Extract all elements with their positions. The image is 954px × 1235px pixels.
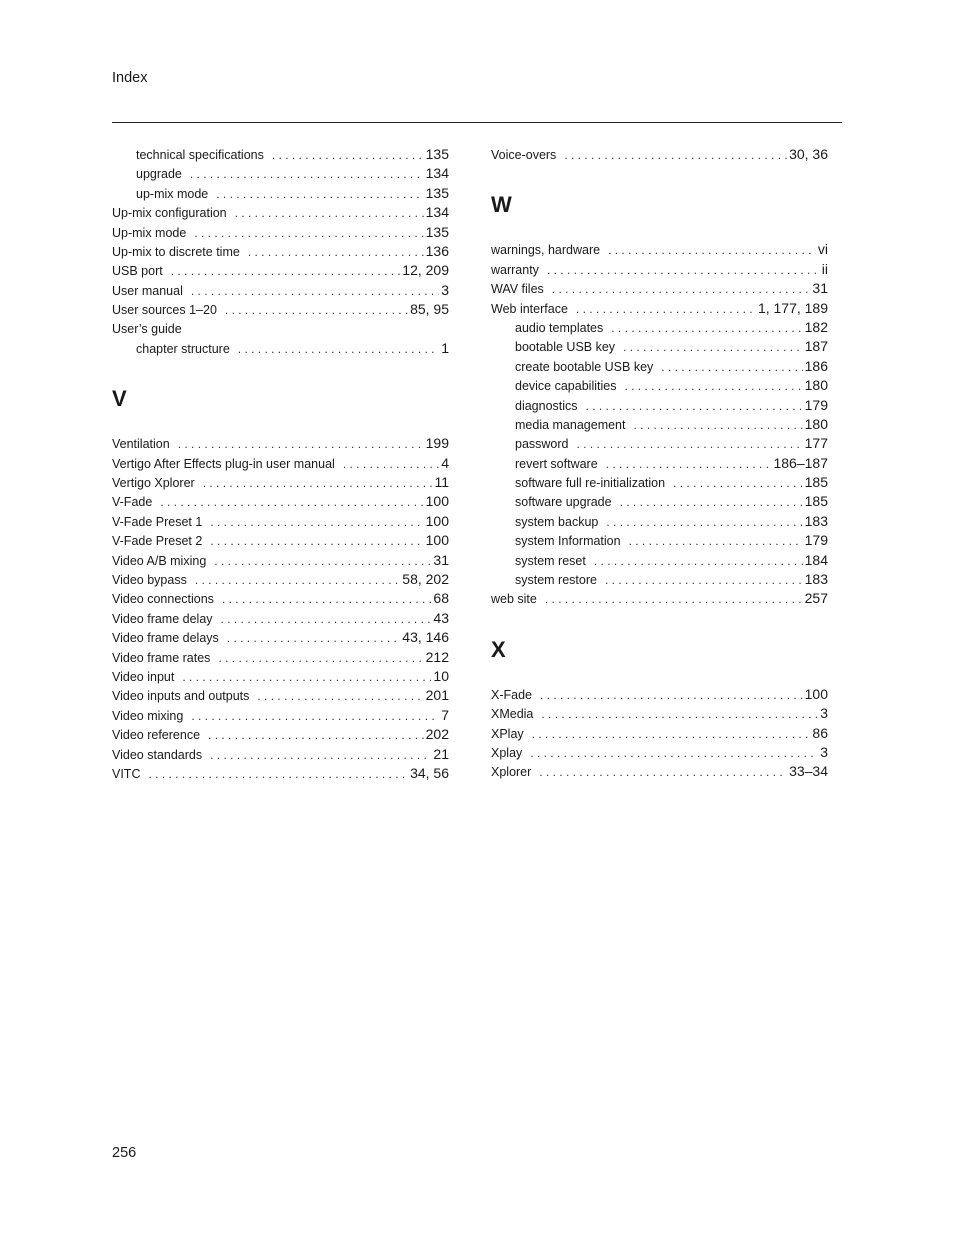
index-page-refs: 68 (433, 590, 449, 607)
index-term: Vertigo After Effects plug-in user manual (112, 456, 335, 471)
index-entry (491, 434, 828, 453)
index-term: Video reference (112, 728, 201, 743)
index-term: media management (515, 417, 626, 432)
dot-leader (218, 649, 423, 668)
index-page-refs: 186 (804, 357, 828, 374)
index-page-refs: 180 (804, 415, 828, 432)
dot-leader (620, 493, 803, 512)
dot-leader (532, 725, 811, 744)
dot-leader (221, 610, 432, 629)
index-page-refs: ii (821, 260, 828, 277)
dot-leader (238, 340, 439, 359)
index-term: Up-mix configuration (112, 206, 227, 221)
dot-leader (629, 532, 803, 551)
index-entry (491, 376, 828, 395)
index-term: Video connections (112, 592, 214, 607)
index-entry (112, 706, 449, 725)
index-entry (112, 434, 449, 453)
index-term: User manual (112, 283, 183, 298)
dot-leader (191, 707, 439, 726)
index-page-refs: vi (817, 241, 828, 258)
index-term: Up-mix mode (112, 225, 187, 240)
dot-leader (210, 746, 431, 765)
index-term: Video standards (112, 747, 203, 762)
index-entry (112, 454, 449, 473)
index-term: Xplorer (491, 765, 532, 780)
index-entry (112, 686, 449, 705)
index-term: User’s guide (112, 321, 182, 336)
index-entry (112, 609, 449, 628)
index-page-refs: 135 (425, 184, 449, 201)
index-term: software full re-initialization (515, 476, 666, 491)
index-page-refs: 183 (804, 571, 828, 588)
index-entry (491, 589, 828, 608)
index-entry (112, 223, 449, 242)
dot-leader (530, 744, 818, 763)
index-page-refs: 201 (425, 687, 449, 704)
dot-leader (576, 300, 756, 319)
index-page-refs: 1, 177, 189 (757, 299, 828, 316)
index-page-refs: 100 (425, 493, 449, 510)
entry-group (491, 240, 828, 608)
dot-leader (611, 319, 802, 338)
index-page-refs: 12, 209 (402, 262, 449, 279)
index-entry (491, 704, 828, 723)
index-entry (112, 473, 449, 492)
dot-leader (216, 185, 423, 204)
index-entry (112, 512, 449, 531)
index-term: V-Fade (112, 495, 153, 510)
index-page-refs: 185 (804, 474, 828, 491)
index-page-refs: 30, 36 (789, 146, 828, 162)
index-entry (112, 570, 449, 589)
section-letter-x: X (491, 636, 506, 662)
dot-leader (343, 455, 439, 474)
index-term: system reset (515, 553, 586, 568)
dot-leader (195, 571, 400, 590)
index-term: Video inputs and outputs (112, 689, 250, 704)
index-term: Video frame delay (112, 611, 213, 626)
index-entry (491, 318, 828, 337)
index-term: USB port (112, 264, 163, 279)
dot-leader (160, 493, 423, 512)
section-letter-w: W (491, 192, 512, 218)
index-entry (112, 320, 449, 339)
dot-leader (541, 705, 818, 724)
index-page-refs: 183 (804, 512, 828, 529)
index-entry (112, 164, 449, 183)
index-term: revert software (515, 456, 598, 471)
index-term: Xplay (491, 745, 523, 760)
index-term: bootable USB key (515, 340, 616, 355)
index-entry (491, 473, 828, 492)
index-page-refs: 187 (804, 338, 828, 355)
index-term: Video mixing (112, 708, 184, 723)
index-page-refs: 1 (441, 339, 449, 356)
index-page-refs: 4 (441, 454, 449, 471)
dot-leader (577, 435, 803, 454)
index-entry (112, 300, 449, 319)
dot-leader (552, 280, 811, 299)
index-term: Video frame delays (112, 631, 219, 646)
index-page-refs: 179 (804, 396, 828, 413)
dot-leader (208, 726, 424, 745)
index-term: Up-mix to discrete time (112, 244, 240, 259)
dot-leader (545, 590, 803, 609)
index-entry (112, 531, 449, 550)
dot-leader (191, 282, 439, 301)
index-page-refs: 43 (433, 609, 449, 626)
index-entry (112, 242, 449, 261)
index-entry (491, 415, 828, 434)
dot-leader (624, 377, 802, 396)
index-entry (491, 724, 828, 743)
index-entry (491, 762, 828, 781)
index-page-refs: 134 (425, 204, 449, 221)
index-page-refs: 135 (425, 146, 449, 162)
index-entry (112, 145, 449, 164)
index-page-refs: 180 (804, 377, 828, 394)
dot-leader (547, 261, 820, 280)
index-term: Ventilation (112, 437, 170, 452)
index-page-refs: 100 (425, 532, 449, 549)
index-entry (112, 203, 449, 222)
index-term: X-Fade (491, 687, 532, 702)
index-page-refs: 100 (425, 512, 449, 529)
dot-leader (222, 590, 431, 609)
dot-leader (673, 474, 803, 493)
index-page-refs: 7 (441, 706, 449, 723)
index-term: Vertigo Xplorer (112, 476, 195, 491)
index-term: WAV files (491, 282, 544, 297)
index-term: up-mix mode (136, 186, 209, 201)
dot-leader (248, 243, 424, 262)
index-term: XPlay (491, 726, 524, 741)
index-term: VITC (112, 766, 141, 781)
dot-leader (272, 146, 424, 165)
index-entry (112, 589, 449, 608)
index-page-refs: 85, 95 (410, 301, 449, 318)
index-entry (112, 492, 449, 511)
index-term: software upgrade (515, 495, 612, 510)
index-term: Voice-overs (491, 148, 557, 162)
dot-leader (540, 686, 803, 705)
index-term: system Information (515, 534, 621, 549)
index-entry (112, 648, 449, 667)
index-entry (491, 279, 828, 298)
entry-group (491, 145, 828, 164)
index-page-refs: 136 (425, 242, 449, 259)
dot-leader (148, 765, 408, 784)
index-term: system backup (515, 514, 599, 529)
index-entry (112, 745, 449, 764)
index-column-left (112, 145, 449, 783)
dot-leader (178, 435, 424, 454)
index-entry (112, 551, 449, 570)
index-term: V-Fade Preset 2 (112, 534, 203, 549)
index-entry (491, 454, 828, 473)
index-page-refs: 184 (804, 551, 828, 568)
index-page-refs: 3 (820, 743, 828, 760)
dot-leader (661, 358, 802, 377)
index-term: warranty (491, 262, 539, 277)
index-page-refs: 3 (820, 705, 828, 722)
index-entry (112, 261, 449, 280)
index-entry (491, 145, 828, 164)
index-term: technical specifications (136, 148, 264, 162)
dot-leader (194, 224, 423, 243)
dot-leader (214, 552, 431, 571)
index-entry (491, 260, 828, 279)
index-page-refs: 186–187 (773, 454, 828, 471)
index-entry (112, 628, 449, 647)
index-page-refs: 3 (441, 281, 449, 298)
index-term: Video bypass (112, 573, 187, 588)
dot-leader (594, 552, 803, 571)
dot-leader (633, 416, 802, 435)
index-entry (491, 357, 828, 376)
dot-leader (225, 301, 408, 320)
index-entry (491, 685, 828, 704)
index-page-refs: 179 (804, 532, 828, 549)
dot-leader (210, 513, 423, 532)
dot-leader (171, 262, 401, 281)
index-entry (491, 551, 828, 570)
index-page-refs: 134 (425, 165, 449, 182)
index-term: system restore (515, 573, 597, 588)
index-term: Video frame rates (112, 650, 211, 665)
dot-leader (539, 763, 787, 782)
dot-leader (257, 687, 423, 706)
dot-leader (210, 532, 423, 551)
entry-group (491, 685, 828, 782)
index-term: upgrade (136, 167, 182, 182)
dot-leader (608, 241, 816, 260)
index-term: password (515, 437, 569, 452)
index-page-refs: 11 (434, 474, 449, 491)
dot-leader (203, 474, 433, 493)
header-divider (112, 122, 842, 123)
entry-group (112, 145, 449, 358)
index-page-refs: 135 (425, 223, 449, 240)
dot-leader (182, 668, 431, 687)
index-entry (491, 570, 828, 589)
dot-leader (586, 397, 803, 416)
index-term: create bootable USB key (515, 359, 654, 374)
index-page-refs: 33–34 (789, 763, 828, 780)
index-page-refs: 202 (425, 726, 449, 743)
index-page-refs: 257 (804, 590, 828, 607)
index-page-refs: 34, 56 (410, 764, 449, 781)
index-term: XMedia (491, 707, 534, 722)
index-term: device capabilities (515, 379, 617, 394)
index-page-refs: 199 (425, 435, 449, 452)
index-entry (112, 184, 449, 203)
index-entry (112, 667, 449, 686)
index-entry (491, 492, 828, 511)
index-page-refs: 58, 202 (402, 571, 449, 588)
dot-leader (235, 204, 424, 223)
dot-leader (606, 513, 802, 532)
index-page-refs: 43, 146 (402, 629, 449, 646)
index-page-refs: 31 (433, 551, 449, 568)
index-page-refs: 21 (433, 745, 449, 762)
index-term: User sources 1–20 (112, 303, 217, 318)
dot-leader (605, 571, 803, 590)
index-entry (112, 725, 449, 744)
index-page-refs: 185 (804, 493, 828, 510)
index-term: V-Fade Preset 1 (112, 514, 203, 529)
index-term: audio templates (515, 320, 604, 335)
index-term: Web interface (491, 301, 568, 316)
index-entry (491, 512, 828, 531)
page-number: 256 (112, 1145, 137, 1161)
index-entry (112, 281, 449, 300)
dot-leader (190, 165, 424, 184)
index-page-refs: 31 (812, 280, 828, 297)
index-term: warnings, hardware (491, 243, 601, 258)
index-entry (112, 764, 449, 783)
index-entry (491, 299, 828, 318)
index-entry (491, 337, 828, 356)
index-page-refs: 100 (804, 685, 828, 702)
dot-leader (227, 629, 401, 648)
index-entry (491, 240, 828, 259)
index-page-refs: 10 (433, 667, 449, 684)
index-entry (491, 531, 828, 550)
index-page-refs: 212 (425, 648, 449, 665)
index-term: Video A/B mixing (112, 553, 207, 568)
index-entry (491, 396, 828, 415)
section-letter-v: V (112, 386, 127, 412)
dot-leader (623, 338, 803, 357)
dot-leader (606, 455, 772, 474)
entry-group (112, 434, 449, 783)
index-page-refs: 177 (804, 435, 828, 452)
index-term: diagnostics (515, 398, 578, 413)
index-term: Video input (112, 669, 175, 684)
index-term: web site (491, 592, 537, 607)
index-column-right (491, 145, 828, 782)
dot-leader (564, 146, 787, 165)
index-page-refs: 182 (804, 318, 828, 335)
index-term: chapter structure (136, 341, 230, 356)
page-header-title: Index (112, 70, 148, 86)
index-entry (112, 339, 449, 358)
index-page-refs: 86 (812, 724, 828, 741)
index-entry (491, 743, 828, 762)
